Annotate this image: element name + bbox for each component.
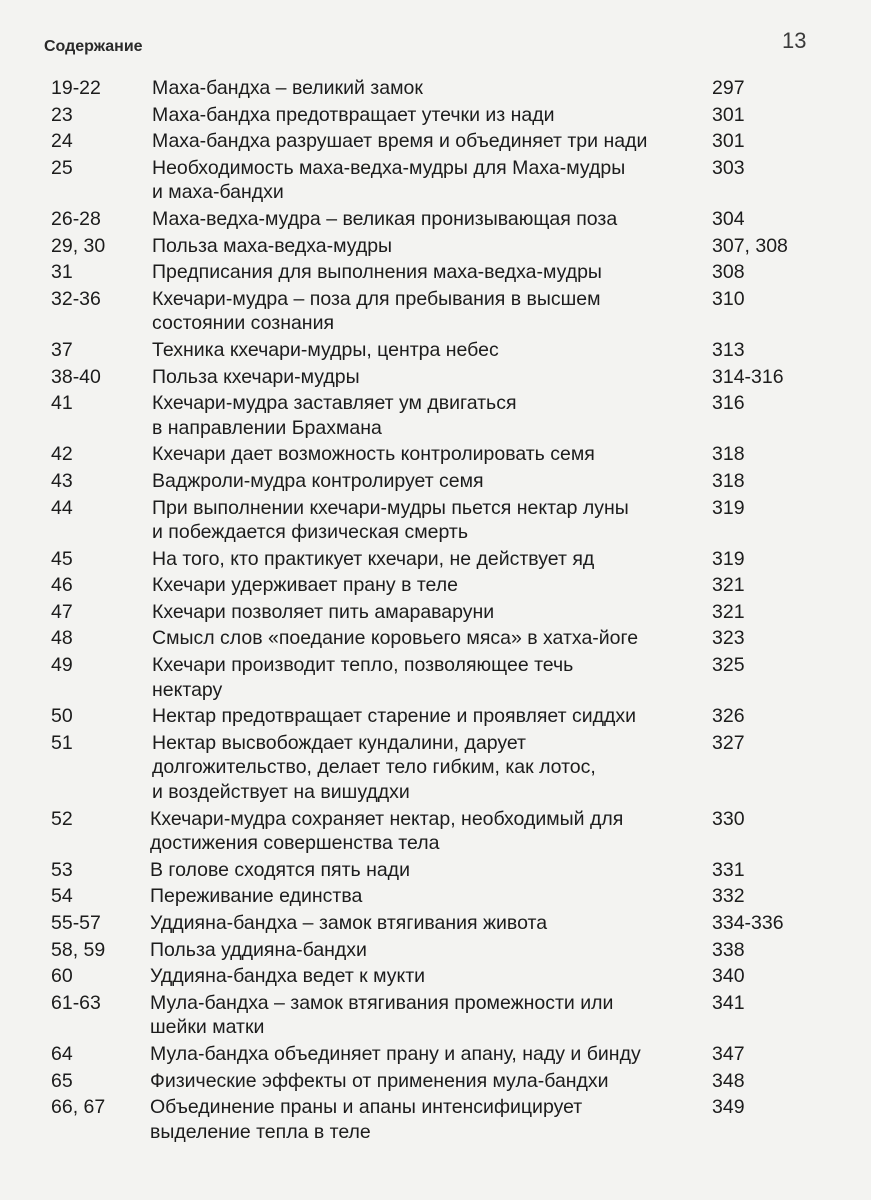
toc-entry-title [152,626,702,651]
toc-page-number: 301 [712,103,745,126]
toc-entry-title [152,442,702,467]
toc-entry-title-line: В голове сходятся пять нади [150,858,410,881]
toc-entry-title [152,76,702,101]
table-of-contents [0,76,871,1146]
toc-page-number: 321 [712,574,745,597]
toc-verse-number: 49 [51,654,73,677]
toc-verse-number: 61-63 [51,991,101,1014]
toc-page-number: 318 [712,469,745,492]
toc-verse-number: 55-57 [51,912,101,934]
toc-verse-number: 47 [51,600,73,623]
toc-entry-title [152,469,702,494]
toc-entry-title-line: Переживание единства [150,885,363,908]
toc-entry-title [150,1042,700,1067]
toc-entry [0,911,871,936]
toc-entry-title [152,234,702,259]
toc-entry-title [150,938,700,963]
toc-verse-number: 46 [51,574,73,597]
toc-entry [0,1069,871,1094]
toc-page-number: 326 [712,705,745,728]
toc-entry-title-line: На того, кто практикует кхечари, не действует яд [152,547,595,570]
toc-entry-title [150,858,700,883]
toc-entry-title-line: шейки матки [150,1016,265,1039]
toc-entry-title-line: Кхечари дает возможность контролировать семя [152,443,595,466]
toc-page-number: 349 [712,1096,745,1119]
toc-entry-title-line: Техника кхечари-мудры, центра небес [152,338,499,361]
toc-entry-title [152,547,702,572]
toc-entry-title-line: состоянии сознания [152,312,335,335]
toc-entry-title-line: Кхечари-мудра сохраняет нектар, необходимый для [150,807,624,830]
toc-entry-title-line: Кхечари-мудра заставляет ум двигаться [152,392,517,415]
toc-verse-number: 43 [51,469,73,492]
toc-entry-title [152,704,702,729]
toc-page-number: 303 [712,156,745,179]
toc-entry-title-line: Уддияна-бандха ведет к мукти [150,965,426,988]
toc-verse-number: 53 [51,858,73,881]
toc-verse-number: 52 [51,807,73,830]
running-header-title: Содержание [44,38,143,55]
toc-verse-number: 64 [51,1042,73,1065]
toc-entry [0,626,871,651]
toc-entry-title-line: Мула-бандха – замок втягивания промежности или [150,991,614,1014]
toc-entry-title-line: Маха-ведха-мудра – великая пронизывающая поза [152,207,618,230]
page-number: 13 [782,28,807,53]
toc-page-number: 347 [712,1042,745,1065]
toc-entry [0,600,871,625]
toc-verse-number: 31 [51,261,73,284]
toc-entry-title-line: Объединение праны и апаны интенсифицирует [150,1096,583,1119]
toc-entry-title-line: Физические эффекты от применения мула-бандхи [150,1069,609,1092]
toc-entry-title [152,391,702,440]
toc-entry-title [152,496,702,545]
toc-entry [0,573,871,598]
toc-entry-title-line: Необходимость маха-ведха-мудры для Маха-мудры [152,156,626,179]
toc-page-number: 348 [712,1069,745,1092]
toc-page-number: 308 [712,261,745,284]
toc-page-number: 331 [712,858,745,881]
toc-page-number: 304 [712,207,745,230]
toc-page-number: 307, 308 [712,234,788,257]
toc-entry-title-line: Уддияна-бандха – замок втягивания живота [150,912,548,934]
toc-verse-number: 45 [51,547,73,570]
toc-verse-number: 29, 30 [51,234,106,257]
toc-entry-title-line: Польза маха-ведха-мудры [152,234,393,257]
toc-entry-title [152,129,702,154]
toc-entry [0,156,871,205]
toc-entry-title [152,156,702,205]
toc-verse-number: 19-22 [51,77,101,99]
toc-verse-number: 23 [51,103,73,126]
toc-entry [0,496,871,545]
toc-entry [0,653,871,702]
toc-verse-number: 42 [51,443,73,466]
toc-page-number: 316 [712,392,745,415]
toc-entry-title-line: При выполнении кхечари-мудры пьется нектар луны [152,496,629,519]
toc-page-number: 340 [712,965,745,988]
toc-verse-number: 50 [51,705,73,728]
toc-page-number: 297 [712,77,745,99]
toc-verse-number: 25 [51,156,73,179]
toc-verse-number: 24 [51,130,73,153]
toc-page-number: 327 [712,731,745,754]
toc-entry-title-line: и воздействует на вишуддхи [152,781,410,804]
toc-entry-title-line: Мула-бандха объединяет прану и апану, наду и бинду [150,1042,641,1065]
toc-entry-title-line: Предписания для выполнения маха-ведха-мудры [152,261,602,284]
toc-entry-title [150,964,700,989]
toc-entry-title-line: Маха-бандха разрушает время и объединяет три нади [152,130,648,153]
toc-entry [0,731,871,805]
toc-entry-title [150,911,700,936]
toc-verse-number: 66, 67 [51,1096,106,1119]
toc-page-number: 330 [712,807,745,830]
toc-entry-title-line: Смысл слов «поедание коровьего мяса» в хатха-йоге [152,627,639,650]
toc-page-number: 314-316 [712,365,784,388]
toc-entry-title [152,260,702,285]
toc-entry-title-line: достижения совершенства тела [150,832,440,855]
toc-page-number: 313 [712,338,745,361]
toc-verse-number: 51 [51,731,73,754]
toc-page-number: 301 [712,130,745,153]
toc-entry-title [152,207,702,232]
toc-verse-number: 41 [51,392,73,415]
toc-entry-title [152,600,702,625]
toc-entry-title [150,807,700,856]
toc-entry [0,391,871,440]
toc-verse-number: 26-28 [51,207,101,230]
toc-entry [0,858,871,883]
toc-entry-title-line: и маха-бандхи [152,181,284,204]
toc-page-number: 323 [712,627,745,650]
toc-entry [0,704,871,729]
toc-entry [0,129,871,154]
toc-entry-title-line: Нектар высвобождает кундалини, дарует [152,731,526,754]
toc-verse-number: 65 [51,1069,73,1092]
toc-entry-title [152,287,702,336]
toc-entry [0,884,871,909]
toc-page-number: 325 [712,654,745,677]
toc-entry [0,365,871,390]
toc-entry-title [152,653,702,702]
toc-entry-title-line: Кхечари удерживает прану в теле [152,574,458,597]
toc-entry [0,547,871,572]
toc-entry-title-line: Маха-бандха предотвращает утечки из нади [152,103,555,126]
toc-entry-title-line: Кхечари позволяет пить амараваруни [152,600,495,623]
toc-verse-number: 37 [51,338,73,361]
toc-entry [0,807,871,856]
toc-entry-title [152,103,702,128]
toc-page-number: 319 [712,496,745,519]
toc-page-number: 318 [712,443,745,466]
toc-entry-title [150,991,700,1040]
toc-entry [0,103,871,128]
toc-entry [0,469,871,494]
toc-verse-number: 60 [51,965,73,988]
toc-entry-title [152,573,702,598]
toc-entry-title [152,731,702,805]
toc-entry-title [150,884,700,909]
toc-page-number: 321 [712,600,745,623]
toc-entry [0,1042,871,1067]
toc-verse-number: 48 [51,627,73,650]
toc-verse-number: 44 [51,496,73,519]
toc-entry-title [150,1069,700,1094]
toc-entry-title-line: Кхечари-мудра – поза для пребывания в высшем [152,287,601,310]
toc-page-number: 332 [712,885,745,908]
toc-entry [0,991,871,1040]
toc-entry-title-line: нектару [152,678,223,701]
toc-page-number: 310 [712,287,745,310]
toc-entry [0,964,871,989]
toc-entry-title-line: в направлении Брахмана [152,416,382,439]
toc-verse-number: 54 [51,885,73,908]
toc-entry-title-line: Кхечари производит тепло, позволяющее течь [152,654,574,677]
toc-page-number: 334-336 [712,912,784,934]
toc-page-number: 319 [712,547,745,570]
toc-verse-number: 38-40 [51,365,101,388]
toc-entry [0,442,871,467]
toc-entry-title [152,365,702,390]
toc-entry-title [150,1095,700,1144]
toc-entry [0,938,871,963]
toc-entry-title-line: долгожительство, делает тело гибким, как лотос, [152,756,596,779]
toc-entry [0,234,871,259]
toc-entry [0,207,871,232]
toc-entry-title-line: Маха-бандха – великий замок [152,77,423,99]
toc-entry [0,287,871,336]
toc-entry-title-line: Польза кхечари-мудры [152,365,360,388]
toc-entry-title-line: Нектар предотвращает старение и проявляет сиддхи [152,705,637,728]
toc-verse-number: 58, 59 [51,938,106,961]
toc-page-number: 338 [712,938,745,961]
toc-entry-title [152,338,702,363]
toc-entry [0,338,871,363]
toc-verse-number: 32-36 [51,287,101,310]
toc-entry-title-line: Ваджроли-мудра контролирует семя [152,469,484,492]
toc-entry [0,260,871,285]
toc-entry [0,76,871,101]
toc-page-number: 341 [712,991,745,1014]
toc-entry-title-line: Польза уддияна-бандхи [150,938,367,961]
toc-entry [0,1095,871,1144]
toc-entry-title-line: выделение тепла в теле [150,1120,371,1143]
toc-entry-title-line: и побеждается физическая смерть [152,521,469,544]
